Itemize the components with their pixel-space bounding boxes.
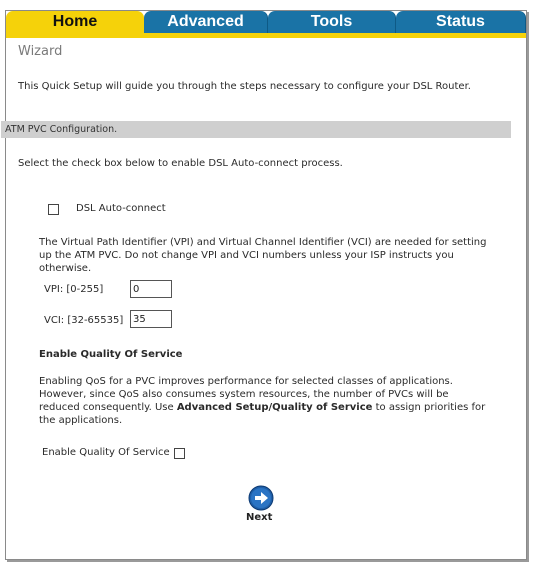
enable-qos-label: Enable Quality Of Service <box>42 447 170 458</box>
tab-home[interactable]: Home <box>6 11 144 33</box>
page-title: Wizard <box>18 44 63 59</box>
qos-description <box>39 375 489 427</box>
nav-underline-bar <box>6 33 526 38</box>
enable-qos-checkbox[interactable] <box>174 448 185 459</box>
qos-heading: Enable Quality Of Service <box>39 349 183 360</box>
dsl-auto-connect-checkbox[interactable] <box>48 204 59 215</box>
next-button-label[interactable]: Next <box>246 512 273 523</box>
vci-label: VCI: [32-65535] <box>44 315 124 326</box>
router-setup-frame <box>5 10 527 560</box>
top-nav-tabs <box>6 11 526 33</box>
intro-text: This Quick Setup will guide you through the steps necessary to configure your DSL Router. <box>18 81 471 92</box>
qos-description-part1: Enabling QoS for a PVC improves performance for selected classes of applications. However, since QoS also consumes system resources, the number of PVCs will be reduced consequently. Use <box>39 376 453 413</box>
qos-description-part2: to assign priorities for the applications. <box>39 402 486 426</box>
vpi-input[interactable]: 0 <box>130 280 172 298</box>
tab-tools[interactable]: Tools <box>268 11 396 33</box>
qos-setup-link-text: Advanced Setup/Quality of Service <box>176 402 373 413</box>
tab-advanced[interactable]: Advanced <box>144 11 268 33</box>
next-arrow-icon[interactable] <box>248 485 274 511</box>
vpi-vci-description: The Virtual Path Identifier (VPI) and Virtual Channel Identifier (VCI) are needed for setting up the ATM PVC. Do not change VPI and VCI numbers unless your ISP instructs you otherwise. <box>39 237 487 274</box>
atm-section-header: ATM PVC Configuration. <box>1 121 511 138</box>
auto-connect-instructions: Select the check box below to enable DSL Auto-connect process. <box>18 158 343 169</box>
tab-status[interactable]: Status <box>396 11 526 33</box>
vci-input[interactable]: 35 <box>130 310 172 328</box>
dsl-auto-connect-label: DSL Auto-connect <box>76 203 166 214</box>
vpi-label: VPI: [0-255] <box>44 284 104 295</box>
